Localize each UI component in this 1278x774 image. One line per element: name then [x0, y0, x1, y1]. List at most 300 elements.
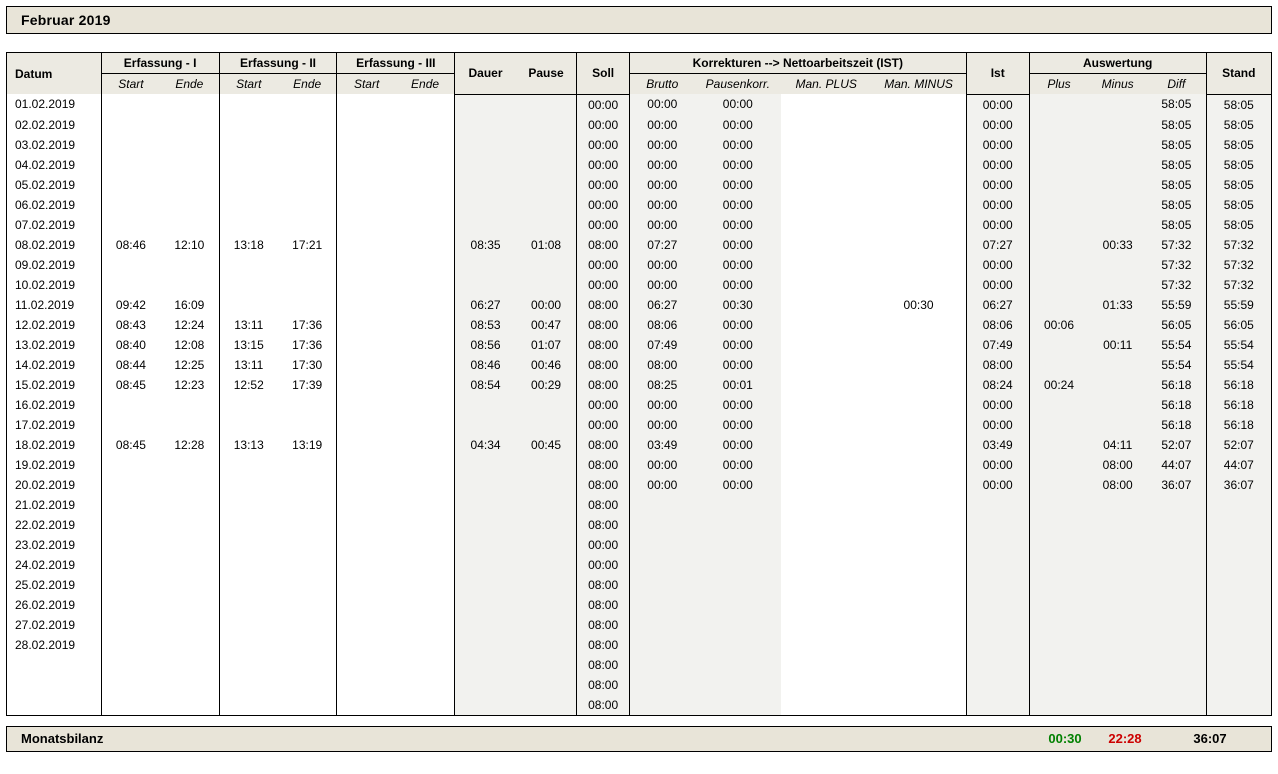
- cell-ende-1[interactable]: [160, 155, 219, 175]
- cell-man-plus[interactable]: [781, 335, 872, 355]
- cell-ende-2[interactable]: [278, 575, 337, 595]
- cell-man-minus[interactable]: [871, 355, 966, 375]
- cell-man-plus[interactable]: [781, 435, 872, 455]
- cell-start-3[interactable]: [337, 555, 396, 575]
- cell-pause: [516, 595, 577, 615]
- cell-ende-1[interactable]: [160, 195, 219, 215]
- cell-man-plus[interactable]: [781, 635, 872, 655]
- cell-start-2[interactable]: [219, 195, 278, 215]
- cell-ende-1[interactable]: [160, 595, 219, 615]
- cell-man-minus[interactable]: [871, 135, 966, 155]
- cell-man-minus[interactable]: [871, 195, 966, 215]
- cell-start-2[interactable]: 13:13: [219, 435, 278, 455]
- cell-man-plus[interactable]: [781, 315, 872, 335]
- cell-start-3[interactable]: [337, 395, 396, 415]
- cell-man-minus[interactable]: [871, 115, 966, 135]
- cell-man-minus[interactable]: [871, 535, 966, 555]
- cell-start-3[interactable]: [337, 335, 396, 355]
- cell-start-3[interactable]: [337, 255, 396, 275]
- cell-ende-3[interactable]: [396, 355, 455, 375]
- cell-start-2[interactable]: [219, 635, 278, 655]
- cell-start-1[interactable]: [101, 655, 160, 675]
- cell-ende-3[interactable]: [396, 495, 455, 515]
- cell-ende-3[interactable]: [396, 135, 455, 155]
- cell-start-3[interactable]: [337, 475, 396, 495]
- cell-man-minus[interactable]: [871, 275, 966, 295]
- cell-man-plus[interactable]: [781, 455, 872, 475]
- cell-start-2[interactable]: [219, 575, 278, 595]
- cell-ende-1[interactable]: [160, 655, 219, 675]
- cell-start-3[interactable]: [337, 455, 396, 475]
- cell-start-1[interactable]: [101, 675, 160, 695]
- cell-datum[interactable]: 07.02.2019: [7, 215, 102, 235]
- cell-start-1[interactable]: 08:46: [101, 235, 160, 255]
- cell-man-plus[interactable]: [781, 555, 872, 575]
- cell-start-2[interactable]: [219, 555, 278, 575]
- cell-man-plus[interactable]: [781, 615, 872, 635]
- cell-start-3[interactable]: [337, 595, 396, 615]
- cell-man-minus[interactable]: [871, 455, 966, 475]
- cell-start-1[interactable]: [101, 635, 160, 655]
- cell-datum[interactable]: 12.02.2019: [7, 315, 102, 335]
- cell-start-2[interactable]: 13:15: [219, 335, 278, 355]
- cell-ende-1[interactable]: [160, 455, 219, 475]
- cell-datum[interactable]: 18.02.2019: [7, 435, 102, 455]
- cell-start-1[interactable]: [101, 195, 160, 215]
- cell-man-minus[interactable]: [871, 235, 966, 255]
- cell-ende-3[interactable]: [396, 455, 455, 475]
- cell-ende-3[interactable]: [396, 615, 455, 635]
- cell-start-1[interactable]: [101, 475, 160, 495]
- cell-ende-3[interactable]: [396, 595, 455, 615]
- cell-ende-3[interactable]: [396, 195, 455, 215]
- cell-datum[interactable]: 08.02.2019: [7, 235, 102, 255]
- cell-diff: 56:18: [1147, 375, 1206, 395]
- cell-ende-1[interactable]: [160, 275, 219, 295]
- cell-man-plus[interactable]: [781, 515, 872, 535]
- cell-ende-1[interactable]: [160, 94, 219, 115]
- cell-start-2[interactable]: [219, 455, 278, 475]
- cell-man-plus[interactable]: [781, 675, 872, 695]
- cell-man-minus[interactable]: [871, 375, 966, 395]
- cell-start-1[interactable]: 08:45: [101, 375, 160, 395]
- cell-stand: 55:59: [1206, 295, 1271, 315]
- cell-datum[interactable]: 27.02.2019: [7, 615, 102, 635]
- cell-datum[interactable]: 17.02.2019: [7, 415, 102, 435]
- cell-datum[interactable]: 19.02.2019: [7, 455, 102, 475]
- cell-datum[interactable]: 13.02.2019: [7, 335, 102, 355]
- cell-start-2[interactable]: [219, 415, 278, 435]
- cell-man-minus[interactable]: [871, 175, 966, 195]
- cell-datum[interactable]: 09.02.2019: [7, 255, 102, 275]
- cell-datum[interactable]: 15.02.2019: [7, 375, 102, 395]
- cell-man-plus[interactable]: [781, 575, 872, 595]
- cell-ende-2[interactable]: 13:19: [278, 435, 337, 455]
- cell-man-plus[interactable]: [781, 94, 872, 115]
- cell-ende-2[interactable]: [278, 135, 337, 155]
- cell-brutto: 08:25: [629, 375, 694, 395]
- cell-ende-1[interactable]: [160, 175, 219, 195]
- cell-start-1[interactable]: [101, 115, 160, 135]
- cell-start-1[interactable]: [101, 615, 160, 635]
- cell-minus: [1088, 635, 1147, 655]
- cell-start-2[interactable]: [219, 695, 278, 716]
- cell-start-1[interactable]: [101, 535, 160, 555]
- cell-man-plus[interactable]: [781, 175, 872, 195]
- cell-datum[interactable]: 06.02.2019: [7, 195, 102, 215]
- cell-minus: [1088, 595, 1147, 615]
- cell-ende-2[interactable]: [278, 395, 337, 415]
- cell-start-1[interactable]: 09:42: [101, 295, 160, 315]
- cell-start-2[interactable]: [219, 495, 278, 515]
- cell-man-minus[interactable]: [871, 575, 966, 595]
- cell-ende-2[interactable]: [278, 595, 337, 615]
- cell-start-1[interactable]: [101, 255, 160, 275]
- cell-start-1[interactable]: 08:45: [101, 435, 160, 455]
- cell-ende-2[interactable]: [278, 455, 337, 475]
- cell-start-1[interactable]: [101, 415, 160, 435]
- cell-start-3[interactable]: [337, 275, 396, 295]
- cell-start-1[interactable]: [101, 215, 160, 235]
- cell-man-plus[interactable]: [781, 375, 872, 395]
- cell-start-2[interactable]: [219, 215, 278, 235]
- cell-datum[interactable]: 05.02.2019: [7, 175, 102, 195]
- cell-ende-1[interactable]: [160, 615, 219, 635]
- cell-ende-2[interactable]: [278, 515, 337, 535]
- cell-diff: 58:05: [1147, 215, 1206, 235]
- cell-ende-1[interactable]: [160, 635, 219, 655]
- cell-man-plus[interactable]: [781, 295, 872, 315]
- cell-ende-1[interactable]: [160, 395, 219, 415]
- cell-start-3[interactable]: [337, 375, 396, 395]
- cell-ende-1[interactable]: 12:08: [160, 335, 219, 355]
- cell-man-plus[interactable]: [781, 275, 872, 295]
- cell-start-2[interactable]: [219, 675, 278, 695]
- cell-man-minus[interactable]: [871, 555, 966, 575]
- cell-datum[interactable]: 14.02.2019: [7, 355, 102, 375]
- cell-ende-2[interactable]: [278, 655, 337, 675]
- cell-ende-3[interactable]: [396, 175, 455, 195]
- cell-start-2[interactable]: [219, 155, 278, 175]
- cell-start-2[interactable]: 13:11: [219, 315, 278, 335]
- cell-ende-3[interactable]: [396, 115, 455, 135]
- cell-start-1[interactable]: 08:40: [101, 335, 160, 355]
- cell-start-3[interactable]: [337, 495, 396, 515]
- cell-ende-3[interactable]: [396, 475, 455, 495]
- cell-man-plus[interactable]: [781, 595, 872, 615]
- cell-man-minus[interactable]: [871, 695, 966, 716]
- cell-datum[interactable]: 20.02.2019: [7, 475, 102, 495]
- cell-man-minus[interactable]: [871, 155, 966, 175]
- cell-start-3[interactable]: [337, 175, 396, 195]
- cell-man-plus[interactable]: [781, 655, 872, 675]
- cell-man-minus[interactable]: [871, 515, 966, 535]
- cell-start-2[interactable]: 12:52: [219, 375, 278, 395]
- cell-start-1[interactable]: [101, 455, 160, 475]
- cell-ende-2[interactable]: [278, 475, 337, 495]
- cell-start-2[interactable]: 13:11: [219, 355, 278, 375]
- cell-ende-2[interactable]: [278, 94, 337, 115]
- cell-datum[interactable]: 23.02.2019: [7, 535, 102, 555]
- cell-stand: 58:05: [1206, 94, 1271, 115]
- cell-man-plus[interactable]: [781, 695, 872, 716]
- cell-start-1[interactable]: [101, 695, 160, 716]
- cell-man-minus[interactable]: [871, 495, 966, 515]
- cell-datum[interactable]: 26.02.2019: [7, 595, 102, 615]
- cell-start-2[interactable]: [219, 395, 278, 415]
- cell-man-minus[interactable]: [871, 255, 966, 275]
- cell-start-1[interactable]: [101, 515, 160, 535]
- cell-start-3[interactable]: [337, 235, 396, 255]
- cell-ende-2[interactable]: [278, 695, 337, 716]
- cell-man-minus[interactable]: [871, 675, 966, 695]
- cell-man-plus[interactable]: [781, 415, 872, 435]
- cell-ende-1[interactable]: [160, 255, 219, 275]
- cell-ende-2[interactable]: 17:30: [278, 355, 337, 375]
- cell-datum[interactable]: 01.02.2019: [7, 94, 102, 115]
- cell-ende-1[interactable]: [160, 215, 219, 235]
- cell-ende-3[interactable]: [396, 655, 455, 675]
- cell-ende-3[interactable]: [396, 395, 455, 415]
- cell-ende-3[interactable]: [396, 555, 455, 575]
- cell-ist: 00:00: [966, 135, 1029, 155]
- cell-start-3[interactable]: [337, 315, 396, 335]
- cell-start-2[interactable]: [219, 115, 278, 135]
- cell-start-3[interactable]: [337, 655, 396, 675]
- cell-man-minus[interactable]: [871, 335, 966, 355]
- cell-ende-1[interactable]: [160, 495, 219, 515]
- cell-datum[interactable]: 25.02.2019: [7, 575, 102, 595]
- cell-ende-2[interactable]: [278, 415, 337, 435]
- cell-ende-3[interactable]: [396, 635, 455, 655]
- cell-ende-1[interactable]: 16:09: [160, 295, 219, 315]
- cell-ende-1[interactable]: [160, 415, 219, 435]
- cell-start-1[interactable]: 08:43: [101, 315, 160, 335]
- cell-start-3[interactable]: [337, 615, 396, 635]
- cell-start-3[interactable]: [337, 435, 396, 455]
- cell-man-plus[interactable]: [781, 535, 872, 555]
- cell-start-2[interactable]: [219, 475, 278, 495]
- cell-ende-2[interactable]: [278, 215, 337, 235]
- cell-man-minus[interactable]: [871, 655, 966, 675]
- cell-datum[interactable]: 22.02.2019: [7, 515, 102, 535]
- cell-start-3[interactable]: [337, 535, 396, 555]
- cell-man-minus[interactable]: [871, 415, 966, 435]
- cell-ende-2[interactable]: 17:21: [278, 235, 337, 255]
- cell-man-plus[interactable]: [781, 135, 872, 155]
- cell-datum[interactable]: 04.02.2019: [7, 155, 102, 175]
- cell-brutto: 00:00: [629, 115, 694, 135]
- cell-man-minus[interactable]: [871, 635, 966, 655]
- cell-ende-1[interactable]: 12:24: [160, 315, 219, 335]
- cell-ende-1[interactable]: [160, 475, 219, 495]
- cell-man-minus[interactable]: [871, 395, 966, 415]
- cell-ende-2[interactable]: [278, 555, 337, 575]
- cell-ende-1[interactable]: [160, 575, 219, 595]
- cell-ende-2[interactable]: [278, 675, 337, 695]
- cell-ende-3[interactable]: [396, 335, 455, 355]
- cell-ende-3[interactable]: [396, 235, 455, 255]
- cell-start-3[interactable]: [337, 215, 396, 235]
- cell-man-plus[interactable]: [781, 395, 872, 415]
- cell-start-2[interactable]: [219, 94, 278, 115]
- cell-start-2[interactable]: [219, 615, 278, 635]
- cell-ende-2[interactable]: 17:36: [278, 335, 337, 355]
- cell-datum[interactable]: 03.02.2019: [7, 135, 102, 155]
- cell-start-3[interactable]: [337, 575, 396, 595]
- cell-ende-2[interactable]: [278, 295, 337, 315]
- cell-start-3[interactable]: [337, 515, 396, 535]
- cell-ende-1[interactable]: [160, 135, 219, 155]
- cell-man-minus[interactable]: [871, 615, 966, 635]
- cell-start-1[interactable]: [101, 135, 160, 155]
- cell-man-minus[interactable]: [871, 215, 966, 235]
- cell-ende-2[interactable]: [278, 115, 337, 135]
- cell-ende-2[interactable]: [278, 255, 337, 275]
- cell-start-2[interactable]: 13:18: [219, 235, 278, 255]
- cell-datum[interactable]: 21.02.2019: [7, 495, 102, 515]
- cell-ende-2[interactable]: [278, 535, 337, 555]
- cell-ende-2[interactable]: [278, 495, 337, 515]
- cell-ende-3[interactable]: [396, 675, 455, 695]
- cell-start-3[interactable]: [337, 155, 396, 175]
- cell-man-plus[interactable]: [781, 255, 872, 275]
- cell-datum[interactable]: [7, 695, 102, 716]
- cell-ende-2[interactable]: [278, 195, 337, 215]
- cell-man-plus[interactable]: [781, 495, 872, 515]
- cell-ende-1[interactable]: [160, 535, 219, 555]
- cell-pause: [516, 635, 577, 655]
- cell-ende-2[interactable]: 17:39: [278, 375, 337, 395]
- cell-ende-1[interactable]: 12:10: [160, 235, 219, 255]
- cell-man-minus[interactable]: [871, 315, 966, 335]
- cell-start-1[interactable]: [101, 555, 160, 575]
- cell-ende-3[interactable]: [396, 575, 455, 595]
- cell-start-3[interactable]: [337, 415, 396, 435]
- cell-start-2[interactable]: [219, 175, 278, 195]
- cell-ende-1[interactable]: [160, 515, 219, 535]
- cell-ende-3[interactable]: [396, 415, 455, 435]
- cell-ende-1[interactable]: 12:28: [160, 435, 219, 455]
- cell-plus: [1029, 515, 1088, 535]
- cell-ende-3[interactable]: [396, 295, 455, 315]
- cell-start-3[interactable]: [337, 295, 396, 315]
- cell-man-minus[interactable]: [871, 595, 966, 615]
- cell-soll: 08:00: [577, 515, 630, 535]
- cell-ende-3[interactable]: [396, 695, 455, 716]
- cell-start-1[interactable]: [101, 94, 160, 115]
- cell-start-2[interactable]: [219, 275, 278, 295]
- cell-ende-3[interactable]: [396, 275, 455, 295]
- cell-ende-1[interactable]: [160, 675, 219, 695]
- cell-start-3[interactable]: [337, 675, 396, 695]
- cell-man-minus[interactable]: 00:30: [871, 295, 966, 315]
- cell-start-2[interactable]: [219, 255, 278, 275]
- cell-datum[interactable]: 24.02.2019: [7, 555, 102, 575]
- cell-ende-1[interactable]: [160, 115, 219, 135]
- cell-start-1[interactable]: [101, 155, 160, 175]
- cell-start-2[interactable]: [219, 535, 278, 555]
- cell-start-1[interactable]: 08:44: [101, 355, 160, 375]
- cell-ende-1[interactable]: [160, 555, 219, 575]
- cell-ende-2[interactable]: [278, 615, 337, 635]
- cell-start-2[interactable]: [219, 135, 278, 155]
- cell-ende-3[interactable]: [396, 94, 455, 115]
- cell-ende-3[interactable]: [396, 255, 455, 275]
- cell-brutto: 00:00: [629, 135, 694, 155]
- table-row: [7, 375, 1272, 395]
- cell-man-plus[interactable]: [781, 475, 872, 495]
- cell-datum[interactable]: 11.02.2019: [7, 295, 102, 315]
- cell-ende-1[interactable]: 12:25: [160, 355, 219, 375]
- cell-pause: [516, 575, 577, 595]
- cell-datum[interactable]: [7, 655, 102, 675]
- cell-ende-3[interactable]: [396, 155, 455, 175]
- cell-start-2[interactable]: [219, 515, 278, 535]
- cell-man-plus[interactable]: [781, 155, 872, 175]
- cell-man-plus[interactable]: [781, 355, 872, 375]
- col-header-start-3: Start: [337, 74, 396, 95]
- cell-start-3[interactable]: [337, 695, 396, 716]
- cell-ist: [966, 495, 1029, 515]
- cell-datum[interactable]: 10.02.2019: [7, 275, 102, 295]
- cell-start-2[interactable]: [219, 655, 278, 675]
- cell-ende-1[interactable]: [160, 695, 219, 716]
- cell-ende-3[interactable]: [396, 315, 455, 335]
- cell-man-minus[interactable]: [871, 475, 966, 495]
- cell-dauer: 04:34: [455, 435, 516, 455]
- cell-ende-2[interactable]: [278, 275, 337, 295]
- cell-man-plus[interactable]: [781, 195, 872, 215]
- cell-start-1[interactable]: [101, 175, 160, 195]
- cell-ende-2[interactable]: 17:36: [278, 315, 337, 335]
- cell-man-plus[interactable]: [781, 215, 872, 235]
- cell-start-1[interactable]: [101, 575, 160, 595]
- cell-man-minus[interactable]: [871, 435, 966, 455]
- cell-man-minus[interactable]: [871, 94, 966, 115]
- cell-datum[interactable]: 02.02.2019: [7, 115, 102, 135]
- cell-ende-2[interactable]: [278, 175, 337, 195]
- cell-start-3[interactable]: [337, 355, 396, 375]
- cell-ende-2[interactable]: [278, 635, 337, 655]
- table-row: [7, 195, 1272, 215]
- cell-datum[interactable]: 28.02.2019: [7, 635, 102, 655]
- cell-start-2[interactable]: [219, 595, 278, 615]
- cell-man-plus[interactable]: [781, 115, 872, 135]
- cell-start-3[interactable]: [337, 195, 396, 215]
- cell-start-1[interactable]: [101, 595, 160, 615]
- cell-start-1[interactable]: [101, 275, 160, 295]
- cell-datum[interactable]: [7, 675, 102, 695]
- cell-start-3[interactable]: [337, 635, 396, 655]
- cell-ende-3[interactable]: [396, 515, 455, 535]
- cell-start-2[interactable]: [219, 295, 278, 315]
- cell-ende-3[interactable]: [396, 215, 455, 235]
- cell-start-3[interactable]: [337, 94, 396, 115]
- cell-ende-2[interactable]: [278, 155, 337, 175]
- cell-diff: 55:59: [1147, 295, 1206, 315]
- cell-ende-3[interactable]: [396, 435, 455, 455]
- cell-ende-1[interactable]: 12:23: [160, 375, 219, 395]
- cell-start-3[interactable]: [337, 115, 396, 135]
- cell-ende-3[interactable]: [396, 375, 455, 395]
- cell-start-1[interactable]: [101, 495, 160, 515]
- cell-datum[interactable]: 16.02.2019: [7, 395, 102, 415]
- cell-start-1[interactable]: [101, 395, 160, 415]
- cell-start-3[interactable]: [337, 135, 396, 155]
- cell-ende-3[interactable]: [396, 535, 455, 555]
- cell-man-plus[interactable]: [781, 235, 872, 255]
